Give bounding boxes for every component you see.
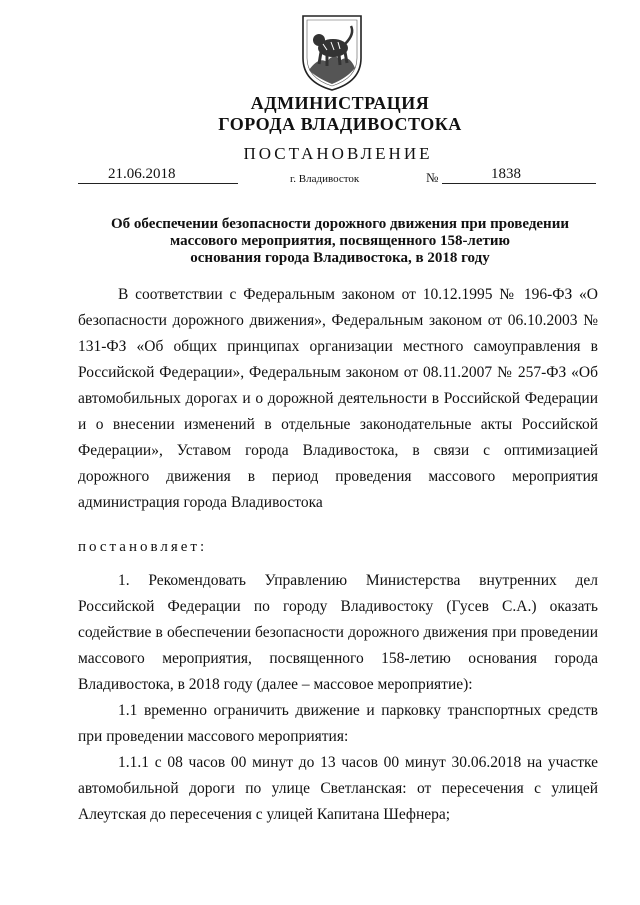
document-title-line3: основания города Владивостока, в 2018 году xyxy=(190,250,490,266)
document-title xyxy=(0,216,640,267)
document-number: 1838 xyxy=(491,166,521,182)
date-underline xyxy=(78,183,238,184)
document-title-line1: Об обеспечении безопасности дорожного движения при проведении xyxy=(110,216,569,232)
organization-name-line1: АДМИНИСТРАЦИЯ xyxy=(250,93,430,113)
number-underline xyxy=(442,183,596,184)
city-coat-of-arms-emblem xyxy=(297,12,367,92)
item-1-paragraph: 1. Рекомендовать Управлению Министерства внутренних дел Российской Федерации по городу Владивостоку (Гусев С.А.) оказать содействие в обеспечении безопасности дорожного движения при проведении массового мероприятия, посвященного 158-летию основания города Владивостока, в 2018 году (далее – массовое мероприятие): xyxy=(78,572,598,693)
resolves-word: постановляет: xyxy=(78,539,208,555)
document-city: г. Владивосток xyxy=(290,173,360,185)
item-1-1-paragraph: 1.1 временно ограничить движение и парковку транспортных средств при проведении массового мероприятия: xyxy=(78,702,598,745)
item-1-1-1-paragraph: 1.1.1 с 08 часов 00 минут до 13 часов 00 минут 30.06.2018 на участке автомобильной дороги по улице Светланская: от пересечения с улицей Алеутская до пересечения с улицей Капитана Шефнера; xyxy=(78,754,598,823)
document-type-heading: ПОСТАНОВЛЕНИЕ xyxy=(243,144,433,163)
document-date: 21.06.2018 xyxy=(108,166,176,182)
preamble-paragraph: В соответствии с Федеральным законом от 10.12.1995 № 196-ФЗ «О безопасности дорожного движения», Федеральным законом от 06.10.2003 № 131-ФЗ «Об общих принципах организации местного самоуправления в Российской Федерации», Федеральным законом от 08.11.2007 № 257-ФЗ «Об автомобильных дорогах и о дорожной деятельности в Российской Федерации и о внесении изменений в отдельные законодательные акты Российской Федерации», Уставом города Владивостока, в связи с оптимизацией дорожного движения в период проведения массового мероприятия администрация города Владивостока xyxy=(78,286,598,511)
number-sign: № xyxy=(426,170,439,185)
organization-name-line2: ГОРОДА ВЛАДИВОСТОКА xyxy=(218,114,462,134)
document-title-line2: массового мероприятия, посвященного 158-летию xyxy=(170,233,510,249)
